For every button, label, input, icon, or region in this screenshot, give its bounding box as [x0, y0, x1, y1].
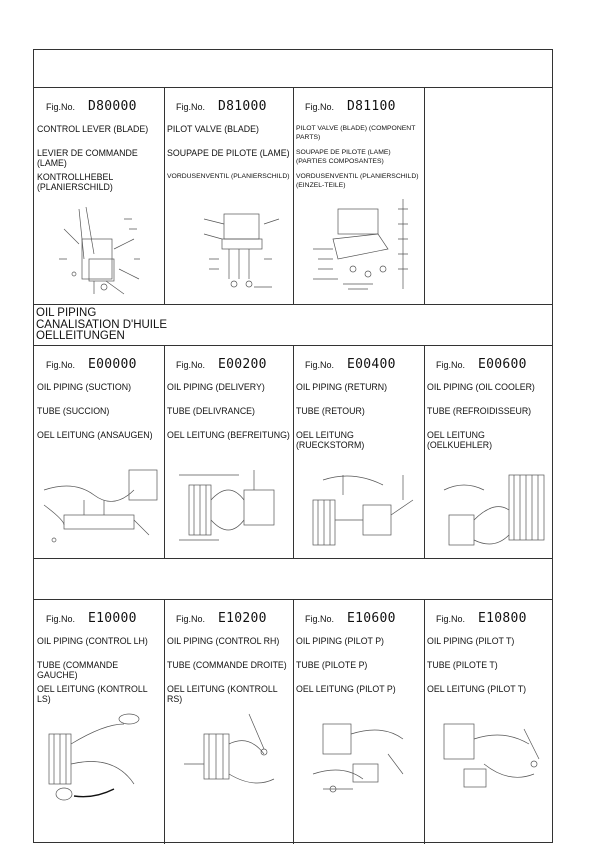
- divider: [34, 304, 552, 305]
- exploded-diagram-thumbnail: [164, 199, 293, 299]
- title-en: OIL PIPING (CONTROL LH): [37, 636, 148, 646]
- fig-code: E00600: [478, 357, 527, 372]
- section-title-en: OIL PIPING: [36, 307, 97, 319]
- title-en: OIL PIPING (DELIVERY): [167, 382, 265, 392]
- title-de: OEL LEITUNG (PILOT T): [427, 684, 527, 694]
- title-en: OIL PIPING (RETURN): [296, 382, 388, 392]
- fig-no-label: Fig.No.: [305, 360, 335, 370]
- title-de: KONTROLLHEBEL (PLANIERSCHILD): [37, 172, 113, 192]
- figure-cell[interactable]: [424, 345, 554, 558]
- fig-code: E10600: [347, 611, 396, 626]
- title-de: OEL LEITUNG (RUECKSTORM): [296, 430, 365, 450]
- title-de: VORDUSENVENTIL (PLANIERSCHILD) (EINZEL-TEILE): [296, 173, 419, 189]
- title-en: PILOT VALVE (BLADE) (COMPONENT PARTS): [296, 125, 416, 141]
- fig-no-label: Fig.No.: [305, 102, 335, 112]
- fig-no-label: Fig.No.: [176, 614, 206, 624]
- exploded-diagram-thumbnail: [34, 704, 164, 804]
- title-fr: TUBE (SUCCION): [37, 406, 110, 416]
- fig-no-label: Fig.No.: [46, 614, 76, 624]
- fig-code: E00200: [218, 357, 267, 372]
- title-de: OEL LEITUNG (BEFREITUNG): [167, 430, 290, 440]
- title-fr: TUBE (RETOUR): [296, 406, 365, 416]
- section-title: [36, 308, 167, 343]
- exploded-diagram-thumbnail: [164, 704, 293, 804]
- fig-no-label: Fig.No.: [436, 614, 466, 624]
- title-en: OIL PIPING (PILOT P): [296, 636, 384, 646]
- figure-cell[interactable]: [293, 599, 424, 844]
- title-fr: SOUPAPE DE PILOTE (LAME): [167, 148, 290, 158]
- title-fr: TUBE (PILOTE T): [427, 660, 498, 670]
- fig-code: E10000: [88, 611, 137, 626]
- fig-no-label: Fig.No.: [305, 614, 335, 624]
- title-fr: TUBE (COMMANDE DROITE): [167, 660, 287, 670]
- title-fr: TUBE (REFROIDISSEUR): [427, 406, 532, 416]
- fig-code: D80000: [88, 99, 137, 114]
- figure-cell[interactable]: [164, 599, 293, 844]
- exploded-diagram-thumbnail: [424, 460, 554, 555]
- exploded-diagram-thumbnail: [293, 704, 424, 804]
- title-de: OEL LEITUNG (KONTROLL RS): [167, 684, 278, 704]
- exploded-diagram-thumbnail: [164, 460, 293, 555]
- fig-code: E10800: [478, 611, 527, 626]
- title-fr: TUBE (DELIVRANCE): [167, 406, 255, 416]
- title-en: OIL PIPING (SUCTION): [37, 382, 132, 392]
- fig-no-label: Fig.No.: [46, 360, 76, 370]
- exploded-diagram-thumbnail: [34, 460, 164, 555]
- figure-cell[interactable]: [424, 599, 554, 844]
- title-fr: TUBE (PILOTE P): [296, 660, 368, 670]
- divider: [34, 558, 552, 559]
- exploded-diagram-thumbnail: [293, 189, 424, 299]
- fig-code: D81000: [218, 99, 267, 114]
- figure-cell[interactable]: [164, 87, 293, 304]
- fig-no-label: Fig.No.: [46, 102, 76, 112]
- exploded-diagram-thumbnail: [424, 704, 554, 804]
- figure-cell[interactable]: [164, 345, 293, 558]
- title-en: OIL PIPING (CONTROL RH): [167, 636, 280, 646]
- catalog-index-frame: [33, 49, 553, 843]
- title-fr: LEVIER DE COMMANDE (LAME): [37, 148, 138, 168]
- figure-cell[interactable]: [34, 87, 164, 304]
- title-en: OIL PIPING (OIL COOLER): [427, 382, 535, 392]
- title-fr: TUBE (COMMANDE GAUCHE): [37, 660, 119, 680]
- section-title-fr: CANALISATION D'HUILE: [36, 318, 168, 331]
- figure-cell[interactable]: [34, 599, 164, 844]
- exploded-diagram-thumbnail: [293, 460, 424, 555]
- title-de: OEL LEITUNG (PILOT P): [296, 684, 396, 694]
- fig-code: D81100: [347, 99, 396, 114]
- title-de: VORDUSENVENTIL (PLANIERSCHILD): [167, 173, 290, 180]
- title-de: OEL LEITUNG (KONTROLL LS): [37, 684, 148, 704]
- fig-no-label: Fig.No.: [436, 360, 466, 370]
- title-en: PILOT VALVE (BLADE): [167, 124, 259, 134]
- title-de: OEL LEITUNG (OELKUEHLER): [427, 430, 493, 450]
- fig-no-label: Fig.No.: [176, 102, 206, 112]
- exploded-diagram-thumbnail: [34, 199, 164, 299]
- section-title-de: OELLEITUNGEN: [36, 330, 125, 342]
- fig-no-label: Fig.No.: [176, 360, 206, 370]
- fig-code: E00000: [88, 357, 137, 372]
- title-en: OIL PIPING (PILOT T): [427, 636, 515, 646]
- figure-cell[interactable]: [293, 87, 424, 304]
- title-de: OEL LEITUNG (ANSAUGEN): [37, 430, 153, 440]
- fig-code: E00400: [347, 357, 396, 372]
- figure-cell[interactable]: [293, 345, 424, 558]
- title-en: CONTROL LEVER (BLADE): [37, 124, 149, 134]
- title-fr: SOUPAPE DE PILOTE (LAME) (PARTIES COMPOSANTES): [296, 149, 391, 165]
- divider: [424, 87, 425, 304]
- figure-cell[interactable]: [34, 345, 164, 558]
- fig-code: E10200: [218, 611, 267, 626]
